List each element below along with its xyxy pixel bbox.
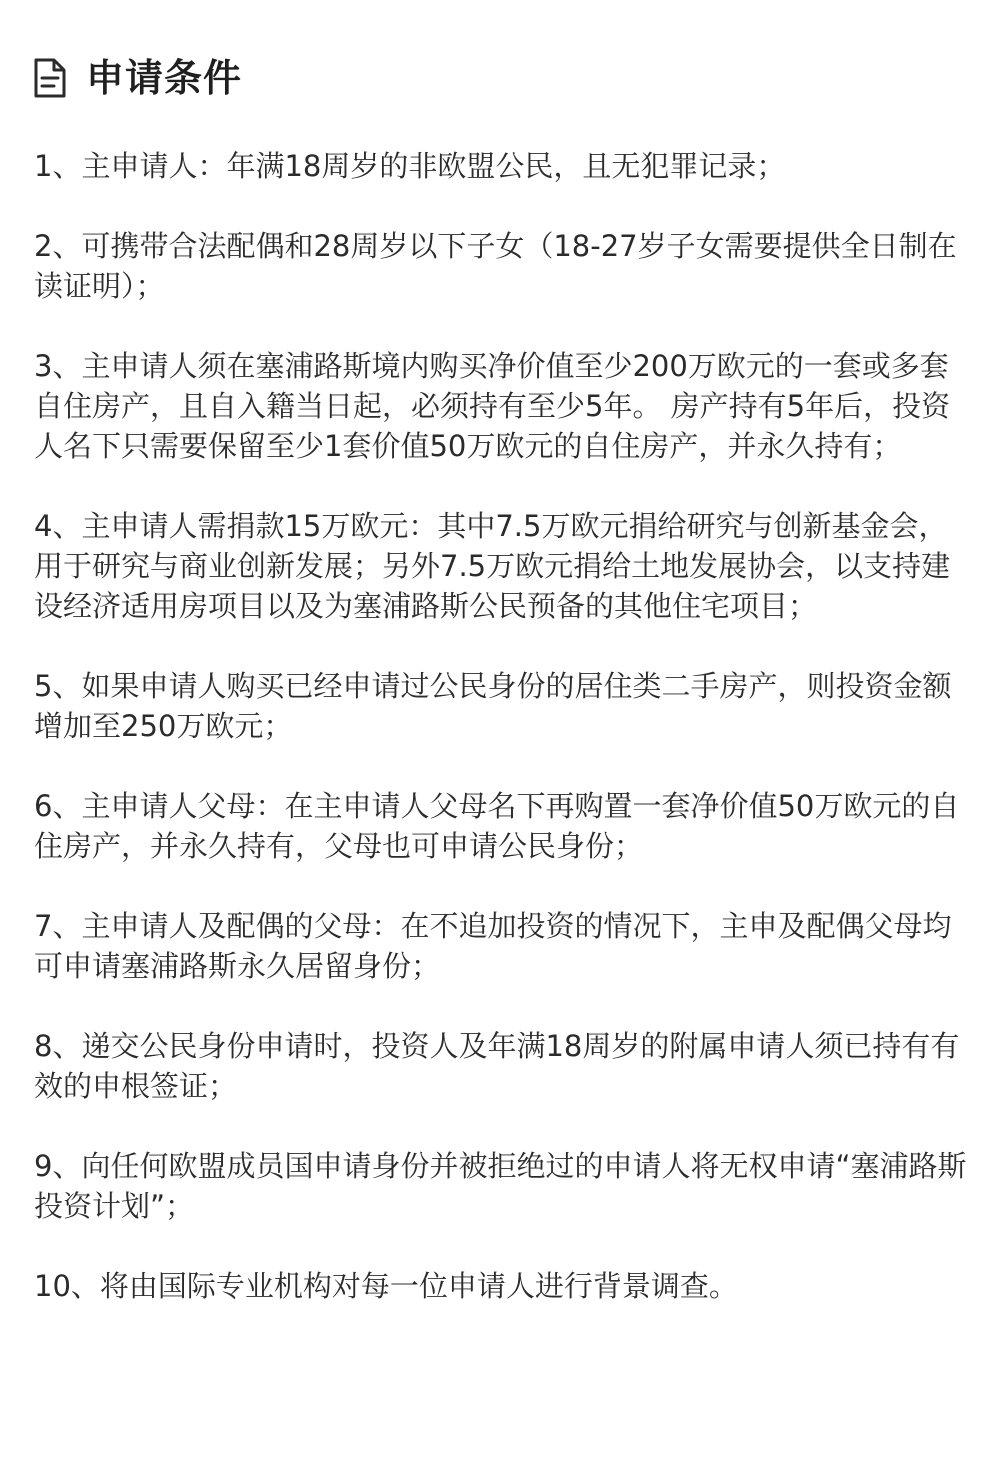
requirement-item: 8、递交公民身份申请时，投资人及年满18周岁的附属申请人须已持有有效的申根签证； bbox=[34, 1029, 960, 1103]
requirement-item: 1、主申请人：年满18周岁的非欧盟公民，且无犯罪记录； bbox=[34, 149, 786, 183]
requirement-item: 3、主申请人须在塞浦路斯境内购买净价值至少200万欧元的一套或多套自住房产，且自入籍当日起，必须持有至少5年。 房产持有5年后，投资人名下只需要保留至少1套价值50万欧元的自住房产，并永久持有； bbox=[34, 349, 951, 463]
page-title: 申请条件 bbox=[86, 56, 243, 100]
section-header bbox=[32, 52, 242, 104]
requirement-item: 7、主申请人及配偶的父母：在不追加投资的情况下，主申及配偶父母均可申请塞浦路斯永久居留身份； bbox=[34, 909, 952, 983]
requirement-item: 5、如果申请人购买已经申请过公民身份的居住类二手房产，则投资金额增加至250万欧元； bbox=[34, 669, 952, 743]
requirements-list bbox=[34, 146, 970, 1346]
requirement-item: 4、主申请人需捐款15万欧元：其中7.5万欧元捐给研究与创新基金会，用于研究与商业创新发展；另外7.5万欧元捐给土地发展协会，以支持建设经济适用房项目以及为塞浦路斯公民预备的其他住宅项目； bbox=[34, 509, 951, 623]
requirement-item: 10、将由国际专业机构对每一位申请人进行背景调查。 bbox=[34, 1269, 738, 1303]
requirement-item: 6、主申请人父母：在主申请人父母名下再购置一套净价值50万欧元的自住房产，并永久持有，父母也可申请公民身份； bbox=[34, 789, 960, 863]
requirement-item: 2、可携带合法配偶和28周岁以下子女（18-27岁子女需要提供全日制在读证明）； bbox=[34, 229, 957, 303]
document-icon bbox=[32, 57, 68, 99]
requirement-item: 9、向任何欧盟成员国申请身份并被拒绝过的申请人将无权申请“塞浦路斯投资计划”； bbox=[34, 1149, 967, 1223]
